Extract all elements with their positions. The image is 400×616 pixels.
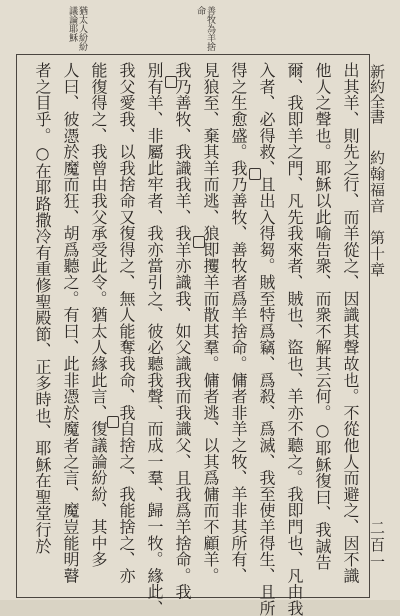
- verse-marker: [193, 236, 205, 248]
- body-column-11: 人曰、彼憑於魔而狂、胡爲聽之。有曰、此非憑於魔者之言、魔豈能明瞽: [61, 62, 80, 584]
- body-column-10: 能復得之、我曾由我父承受此令。猶太人緣此言、復議論紛紛、其中多: [89, 62, 108, 568]
- book-title: 新約全書: [368, 64, 386, 124]
- body-column-2: 他人之聲也。耶穌以此喻告衆、而衆不解其云何。○耶穌復曰、我誠告: [313, 62, 332, 571]
- body-column-9: 我父愛我、以我捨命又復得之、無人能奪我命、我自捨之、我能捨之、亦: [117, 62, 136, 584]
- verse-marker: [165, 76, 177, 88]
- margin-note-left-text: 猶太人紛紛議論耶穌: [67, 6, 87, 51]
- body-column-3: 爾、我即羊之門、凡先我來者、賊也、盜也、羊亦不聽之。我即門也、凡由我: [285, 62, 304, 616]
- body-column-6: 見狼至、棄其羊而逃、狼即攫羊而散其羣。傭者逃、以其爲傭而不顧羊。: [201, 62, 220, 584]
- body-column-7: 我乃善牧、我識我羊、我羊亦識我、如父識我而我識父、且我爲羊捨命。我: [173, 62, 192, 600]
- chapter-heading: 約翰福音 第十章: [368, 150, 386, 278]
- verse-marker: [249, 168, 261, 180]
- body-column-5: 得之生愈盛。我乃善牧、善牧者爲羊捨命。傭者非羊之牧、羊非其所有、: [229, 62, 248, 584]
- body-column-4: 入者、必得救、且出入得芻。賊至特爲竊、爲殺、爲滅、我至使羊得生、且所: [257, 62, 276, 616]
- body-column-8: 別有羊、非屬此牢者、我亦當引之、彼必聽我聲、而成一羣、歸一牧。緣此、: [145, 62, 164, 616]
- margin-note-right: [192, 6, 214, 56]
- body-column-1: 出其羊、則先之行、而羊從之、因識其聲故也。不從他人而避之、因不識: [341, 62, 360, 584]
- body-column-12: 者之目乎。○在耶路撒冷有重修聖殿節、正多時也、耶穌在聖堂行於: [33, 62, 52, 554]
- verse-marker: [107, 416, 119, 428]
- page-number: 二百一: [368, 520, 386, 571]
- margin-note-left: [52, 6, 86, 56]
- margin-note-right-text: 善牧為羊捨命: [195, 6, 215, 51]
